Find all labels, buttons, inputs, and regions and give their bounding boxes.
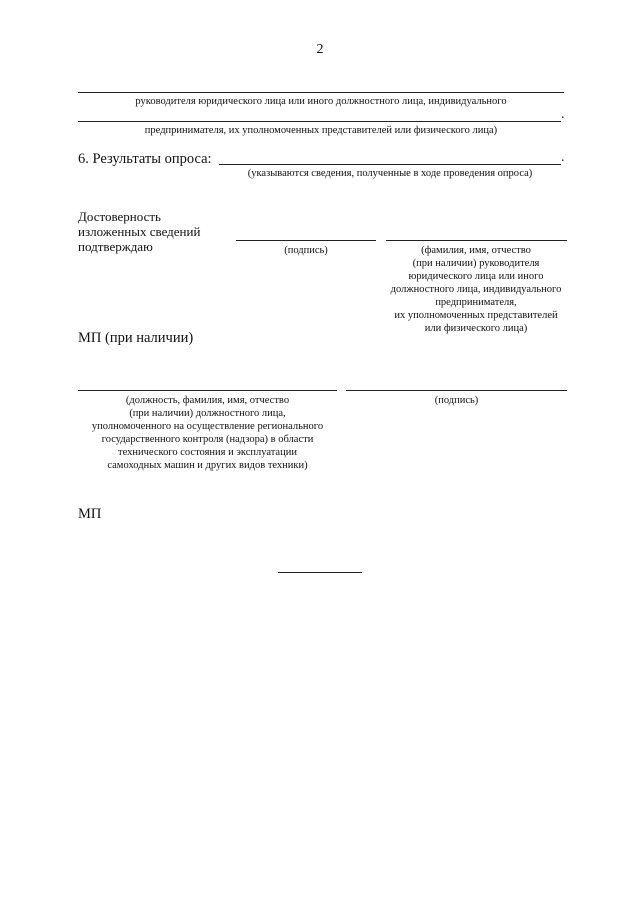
survey-results-dot: . [561, 150, 565, 165]
official-caption-line: уполномоченного на осуществление регионального [91, 421, 324, 432]
confirmation-name-line [386, 240, 567, 241]
page-number: 2 [316, 42, 324, 57]
official-name-line [78, 390, 337, 391]
official-signature-caption: (подпись) [434, 395, 479, 406]
official-caption-line: государственного контроля (надзора) в области [101, 434, 314, 445]
confirmation-label-line: подтверждаю [78, 239, 153, 254]
official-caption [66, 394, 349, 472]
name-caption-line: их уполномоченных представителей [394, 310, 558, 321]
name-caption-line: предпринимателя, [435, 297, 517, 308]
stamp-placeholder-if-available: МП (при наличии) [78, 330, 194, 346]
fill-line-1 [78, 92, 564, 93]
fill-line-2-dot: . [561, 107, 565, 122]
confirmation-label [78, 209, 200, 254]
official-caption-line: (при наличии) должностного лица, [129, 408, 286, 419]
confirmation-signature-line [236, 240, 376, 241]
confirmation-label-line: Достоверность [78, 209, 161, 224]
stamp-placeholder: МП [78, 506, 102, 522]
survey-results-line [219, 164, 561, 165]
name-caption-line: юридического лица или иного [408, 271, 544, 282]
official-caption-line: самоходных машин и других видов техники) [107, 460, 308, 471]
top-caption-line2: предпринимателя, их уполномоченных представителей или физического лица) [144, 125, 498, 136]
name-caption-line: должностного лица, индивидуального [390, 284, 562, 295]
official-caption-line: (должность, фамилия, имя, отчество [125, 395, 290, 406]
official-caption-line: технического состояния и эксплуатации [118, 447, 297, 458]
section-6-title: 6. Результаты опроса: [78, 151, 212, 167]
end-separator-line [278, 572, 362, 573]
confirmation-signature-caption: (подпись) [284, 245, 328, 256]
name-caption-line: или физического лица) [424, 323, 528, 334]
confirmation-label-line: изложенных сведений [78, 224, 201, 239]
survey-results-caption: (указываются сведения, полученные в ходе проведения опроса) [247, 168, 533, 179]
official-signature-line [346, 390, 567, 391]
top-caption-line1: руководителя юридического лица или иного должностного лица, индивидуального [135, 96, 507, 107]
fill-line-2 [78, 121, 561, 122]
name-caption-line: (фамилия, имя, отчество [421, 245, 531, 256]
confirmation-name-caption [378, 244, 574, 335]
name-caption-line: (при наличии) руководителя [412, 258, 540, 269]
